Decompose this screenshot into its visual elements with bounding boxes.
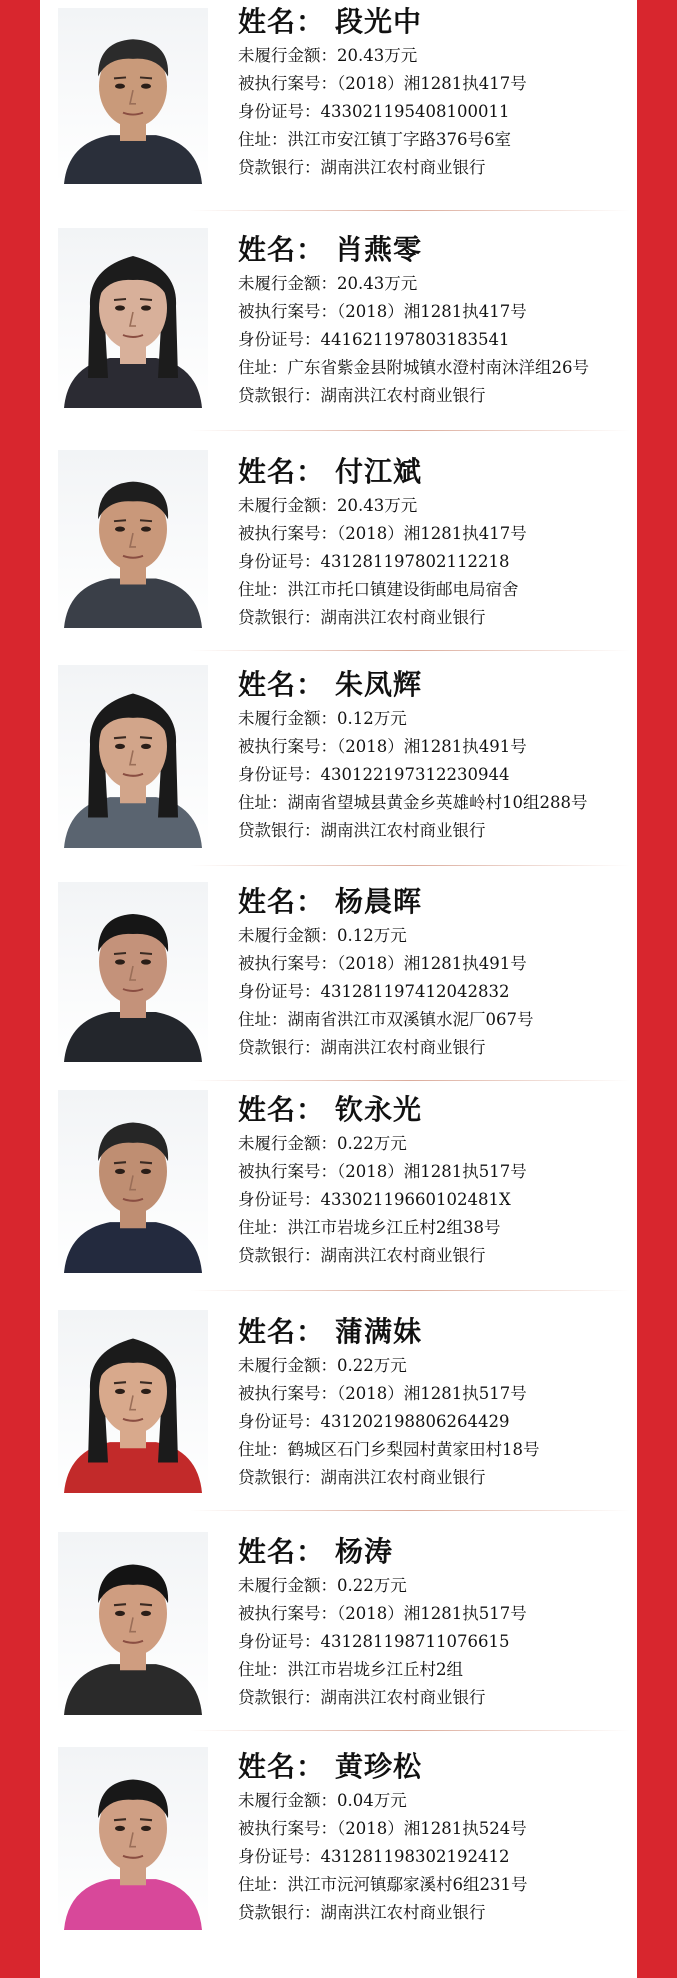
portrait-figure bbox=[58, 665, 208, 848]
name-label: 姓名： bbox=[238, 885, 326, 918]
bank-value: 湖南洪江农村商业银行 bbox=[320, 1468, 486, 1487]
bank-label: 贷款银行： bbox=[238, 158, 321, 177]
bank-label: 贷款银行： bbox=[238, 821, 321, 840]
person-card bbox=[40, 440, 637, 650]
case-label: 被执行案号： bbox=[238, 74, 337, 93]
amount-label: 未履行金额： bbox=[238, 496, 337, 515]
id-value: 441621197803183541 bbox=[320, 330, 510, 349]
id-row bbox=[238, 761, 633, 789]
address-row bbox=[238, 354, 633, 382]
amount-row bbox=[238, 1572, 633, 1600]
bank-value: 湖南洪江农村商业银行 bbox=[320, 1038, 486, 1057]
id-label: 身份证号： bbox=[238, 102, 321, 121]
name-value: 蒲满妹 bbox=[335, 1315, 423, 1348]
address-value: 湖南省望城县黄金乡英雄岭村10组288号 bbox=[287, 793, 588, 812]
divider bbox=[190, 1290, 630, 1291]
bank-label: 贷款银行： bbox=[238, 386, 321, 405]
id-row bbox=[238, 1408, 633, 1436]
address-label: 住址： bbox=[238, 130, 288, 149]
id-label: 身份证号： bbox=[238, 552, 321, 571]
case-row bbox=[238, 1815, 633, 1843]
person-photo bbox=[58, 228, 208, 408]
person-card bbox=[40, 655, 637, 865]
bank-row bbox=[238, 817, 633, 845]
id-value: 433021195408100011 bbox=[320, 102, 510, 121]
bank-value: 湖南洪江农村商业银行 bbox=[320, 158, 486, 177]
bank-row bbox=[238, 1899, 633, 1927]
case-value: （2018）湘1281执517号 bbox=[337, 1384, 527, 1403]
person-card bbox=[40, 1735, 637, 1945]
bank-label: 贷款银行： bbox=[238, 1038, 321, 1057]
portrait-figure bbox=[58, 1747, 208, 1930]
name-value: 杨涛 bbox=[335, 1535, 394, 1568]
name-label: 姓名： bbox=[238, 455, 326, 488]
address-value: 鹤城区石门乡梨园村黄家田村18号 bbox=[287, 1440, 540, 1459]
id-row bbox=[238, 978, 633, 1006]
person-photo bbox=[58, 1747, 208, 1930]
id-label: 身份证号： bbox=[238, 765, 321, 784]
person-info bbox=[238, 882, 633, 1062]
id-value: 431202198806264429 bbox=[320, 1412, 510, 1431]
person-card bbox=[40, 1520, 637, 1730]
address-value: 洪江市岩垅乡江丘村2组38号 bbox=[287, 1218, 501, 1237]
case-row bbox=[238, 1380, 633, 1408]
case-label: 被执行案号： bbox=[238, 954, 337, 973]
case-row bbox=[238, 298, 633, 326]
amount-label: 未履行金额： bbox=[238, 274, 337, 293]
person-photo bbox=[58, 1532, 208, 1715]
name-label: 姓名： bbox=[238, 233, 326, 266]
amount-value: 0.12万元 bbox=[337, 709, 407, 728]
id-label: 身份证号： bbox=[238, 330, 321, 349]
bank-label: 贷款银行： bbox=[238, 1688, 321, 1707]
bank-label: 贷款银行： bbox=[238, 1468, 321, 1487]
case-label: 被执行案号： bbox=[238, 737, 337, 756]
bank-label: 贷款银行： bbox=[238, 608, 321, 627]
name-label: 姓名： bbox=[238, 1093, 326, 1126]
portrait-figure bbox=[58, 228, 208, 408]
id-label: 身份证号： bbox=[238, 982, 321, 1001]
address-label: 住址： bbox=[238, 1440, 288, 1459]
case-label: 被执行案号： bbox=[238, 1384, 337, 1403]
amount-row bbox=[238, 705, 633, 733]
address-value: 洪江市托口镇建设街邮电局宿舍 bbox=[287, 580, 519, 599]
person-card bbox=[40, 220, 637, 430]
address-label: 住址： bbox=[238, 1010, 288, 1029]
person-card bbox=[40, 0, 637, 210]
amount-value: 20.43万元 bbox=[337, 496, 418, 515]
portrait-figure bbox=[58, 1532, 208, 1715]
divider bbox=[190, 650, 630, 651]
id-row bbox=[238, 1186, 633, 1214]
bank-row bbox=[238, 1034, 633, 1062]
address-label: 住址： bbox=[238, 1218, 288, 1237]
case-label: 被执行案号： bbox=[238, 1604, 337, 1623]
person-card bbox=[40, 870, 637, 1080]
person-photo bbox=[58, 8, 208, 184]
case-value: （2018）湘1281执417号 bbox=[337, 302, 527, 321]
amount-value: 20.43万元 bbox=[337, 274, 418, 293]
case-row bbox=[238, 70, 633, 98]
amount-value: 0.12万元 bbox=[337, 926, 407, 945]
person-photo bbox=[58, 1310, 208, 1493]
bank-value: 湖南洪江农村商业银行 bbox=[320, 1246, 486, 1265]
case-value: （2018）湘1281执517号 bbox=[337, 1604, 527, 1623]
case-row bbox=[238, 1158, 633, 1186]
address-value: 洪江市岩垅乡江丘村2组 bbox=[287, 1660, 463, 1679]
person-card bbox=[40, 1080, 637, 1290]
id-value: 431281198302192412 bbox=[320, 1847, 510, 1866]
amount-row bbox=[238, 1352, 633, 1380]
person-photo bbox=[58, 450, 208, 628]
notice-page bbox=[40, 0, 637, 1978]
bank-value: 湖南洪江农村商业银行 bbox=[320, 608, 486, 627]
address-label: 住址： bbox=[238, 358, 288, 377]
person-name bbox=[238, 2, 633, 42]
address-row bbox=[238, 1006, 633, 1034]
person-name bbox=[238, 230, 633, 270]
amount-label: 未履行金额： bbox=[238, 1791, 337, 1810]
bank-label: 贷款银行： bbox=[238, 1903, 321, 1922]
case-value: （2018）湘1281执517号 bbox=[337, 1162, 527, 1181]
case-label: 被执行案号： bbox=[238, 302, 337, 321]
case-row bbox=[238, 733, 633, 761]
divider bbox=[190, 1510, 630, 1511]
name-value: 肖燕零 bbox=[335, 233, 423, 266]
amount-value: 0.22万元 bbox=[337, 1356, 407, 1375]
person-name bbox=[238, 1532, 633, 1572]
name-value: 朱凤辉 bbox=[335, 668, 423, 701]
person-info bbox=[238, 1090, 633, 1270]
person-name bbox=[238, 1312, 633, 1352]
address-label: 住址： bbox=[238, 793, 288, 812]
address-value: 湖南省洪江市双溪镇水泥厂067号 bbox=[287, 1010, 534, 1029]
name-label: 姓名： bbox=[238, 1315, 326, 1348]
amount-label: 未履行金额： bbox=[238, 46, 337, 65]
case-row bbox=[238, 950, 633, 978]
person-name bbox=[238, 1090, 633, 1130]
amount-row bbox=[238, 1130, 633, 1158]
name-value: 钦永光 bbox=[335, 1093, 423, 1126]
id-row bbox=[238, 1843, 633, 1871]
person-name bbox=[238, 665, 633, 705]
name-value: 黄珍松 bbox=[335, 1750, 423, 1783]
person-info bbox=[238, 230, 633, 410]
name-value: 付江斌 bbox=[335, 455, 423, 488]
address-row bbox=[238, 1656, 633, 1684]
amount-label: 未履行金额： bbox=[238, 1576, 337, 1595]
name-label: 姓名： bbox=[238, 668, 326, 701]
name-label: 姓名： bbox=[238, 5, 326, 38]
amount-row bbox=[238, 1787, 633, 1815]
bank-value: 湖南洪江农村商业银行 bbox=[320, 821, 486, 840]
divider bbox=[190, 865, 630, 866]
id-label: 身份证号： bbox=[238, 1190, 321, 1209]
person-info bbox=[238, 2, 633, 182]
address-label: 住址： bbox=[238, 1660, 288, 1679]
case-value: （2018）湘1281执417号 bbox=[337, 74, 527, 93]
amount-label: 未履行金额： bbox=[238, 1356, 337, 1375]
address-row bbox=[238, 1214, 633, 1242]
id-label: 身份证号： bbox=[238, 1847, 321, 1866]
address-label: 住址： bbox=[238, 1875, 288, 1894]
address-label: 住址： bbox=[238, 580, 288, 599]
name-value: 杨晨晖 bbox=[335, 885, 423, 918]
address-value: 洪江市安江镇丁字路376号6室 bbox=[287, 130, 511, 149]
case-value: （2018）湘1281执417号 bbox=[337, 524, 527, 543]
address-row bbox=[238, 126, 633, 154]
person-photo bbox=[58, 882, 208, 1062]
portrait-figure bbox=[58, 882, 208, 1062]
bank-row bbox=[238, 1464, 633, 1492]
portrait-figure bbox=[58, 8, 208, 184]
amount-row bbox=[238, 492, 633, 520]
id-label: 身份证号： bbox=[238, 1632, 321, 1651]
person-info bbox=[238, 1312, 633, 1492]
amount-label: 未履行金额： bbox=[238, 709, 337, 728]
address-row bbox=[238, 789, 633, 817]
id-row bbox=[238, 1628, 633, 1656]
bank-row bbox=[238, 604, 633, 632]
amount-row bbox=[238, 270, 633, 298]
person-info bbox=[238, 452, 633, 632]
bank-row bbox=[238, 1242, 633, 1270]
name-label: 姓名： bbox=[238, 1750, 326, 1783]
address-value: 洪江市沅河镇鄢家溪村6组231号 bbox=[287, 1875, 528, 1894]
case-label: 被执行案号： bbox=[238, 524, 337, 543]
person-card bbox=[40, 1300, 637, 1510]
address-row bbox=[238, 1436, 633, 1464]
id-value: 43302119660102481X bbox=[320, 1190, 511, 1209]
person-name bbox=[238, 452, 633, 492]
bank-row bbox=[238, 1684, 633, 1712]
amount-label: 未履行金额： bbox=[238, 926, 337, 945]
id-row bbox=[238, 548, 633, 576]
case-row bbox=[238, 1600, 633, 1628]
id-label: 身份证号： bbox=[238, 1412, 321, 1431]
bank-value: 湖南洪江农村商业银行 bbox=[320, 386, 486, 405]
divider bbox=[190, 430, 630, 431]
id-row bbox=[238, 98, 633, 126]
id-value: 430122197312230944 bbox=[320, 765, 510, 784]
bank-row bbox=[238, 382, 633, 410]
person-info bbox=[238, 1532, 633, 1712]
amount-row bbox=[238, 42, 633, 70]
name-label: 姓名： bbox=[238, 1535, 326, 1568]
case-value: （2018）湘1281执524号 bbox=[337, 1819, 527, 1838]
amount-value: 0.04万元 bbox=[337, 1791, 407, 1810]
case-value: （2018）湘1281执491号 bbox=[337, 737, 527, 756]
case-label: 被执行案号： bbox=[238, 1162, 337, 1181]
bank-value: 湖南洪江农村商业银行 bbox=[320, 1688, 486, 1707]
name-value: 段光中 bbox=[335, 5, 423, 38]
case-value: （2018）湘1281执491号 bbox=[337, 954, 527, 973]
person-photo bbox=[58, 1090, 208, 1273]
id-value: 431281197412042832 bbox=[320, 982, 510, 1001]
case-label: 被执行案号： bbox=[238, 1819, 337, 1838]
bank-row bbox=[238, 154, 633, 182]
bank-value: 湖南洪江农村商业银行 bbox=[320, 1903, 486, 1922]
amount-value: 0.22万元 bbox=[337, 1134, 407, 1153]
id-row bbox=[238, 326, 633, 354]
amount-row bbox=[238, 922, 633, 950]
amount-value: 20.43万元 bbox=[337, 46, 418, 65]
case-row bbox=[238, 520, 633, 548]
address-row bbox=[238, 576, 633, 604]
portrait-figure bbox=[58, 1310, 208, 1493]
person-photo bbox=[58, 665, 208, 848]
bank-label: 贷款银行： bbox=[238, 1246, 321, 1265]
address-row bbox=[238, 1871, 633, 1899]
person-name bbox=[238, 882, 633, 922]
person-name bbox=[238, 1747, 633, 1787]
id-value: 431281197802112218 bbox=[320, 552, 510, 571]
person-info bbox=[238, 1747, 633, 1927]
divider bbox=[190, 210, 630, 211]
divider bbox=[190, 1730, 630, 1731]
id-value: 431281198711076615 bbox=[320, 1632, 510, 1651]
address-value: 广东省紫金县附城镇水澄村南沐洋组26号 bbox=[287, 358, 589, 377]
portrait-figure bbox=[58, 450, 208, 628]
amount-value: 0.22万元 bbox=[337, 1576, 407, 1595]
amount-label: 未履行金额： bbox=[238, 1134, 337, 1153]
portrait-figure bbox=[58, 1090, 208, 1273]
person-info bbox=[238, 665, 633, 845]
